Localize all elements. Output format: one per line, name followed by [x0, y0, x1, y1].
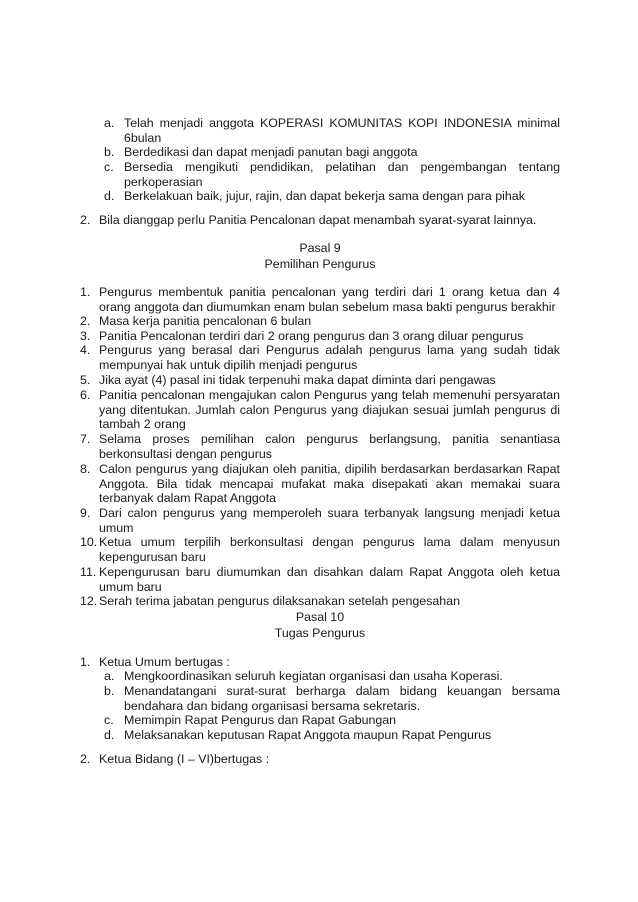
list-marker: 8. — [80, 462, 91, 476]
requirements-list — [104, 116, 560, 206]
list-text: Masa kerja panitia pencalonan 6 bulan — [99, 314, 312, 328]
list-text: Pengurus membentuk panitia pencalonan yang terdiri dari 1 orang ketua dan 4 orang anggota dan diumumkan enam bulan sebelum masa bakti pengurus berakhir — [99, 285, 560, 314]
list-marker: 11. — [80, 565, 97, 579]
list-text: Panitia pencalonan mengajukan calon Pengurus yang telah memenuhi persyaratan yang ditentukan. Jumlah calon Pengurus yang diajukan sesuai jumlah pengurus di tambah 2 orang — [99, 388, 560, 432]
list-marker: 6. — [80, 388, 91, 402]
list-marker: d. — [104, 728, 115, 742]
list-text: Bersedia mengikuti pendidikan, pelatihan dan pengembangan tentang perkoperasian — [124, 160, 560, 189]
list-marker: 3. — [80, 329, 91, 343]
list-text: Memimpin Rapat Pengurus dan Rapat Gabungan — [124, 713, 397, 727]
list-marker: d. — [104, 189, 115, 203]
list-marker: 12. — [80, 594, 98, 608]
list-marker: 7. — [80, 432, 91, 446]
list-marker: 1. — [80, 285, 91, 299]
list-text: Kepengurusan baru diumumkan dan disahkan dalam Rapat Anggota oleh ketua umum baru — [99, 565, 560, 594]
list-marker: 2. — [80, 752, 91, 766]
article-title: Pemilihan Pengurus — [264, 257, 376, 271]
list-text: Bila dianggap perlu Panitia Pencalonan dapat menambah syarat-syarat lainnya. — [99, 213, 537, 227]
list-marker: 2. — [80, 314, 91, 328]
list-marker: 2. — [80, 213, 91, 227]
list-marker: c. — [104, 160, 114, 174]
list-text: Menandatangani surat-surat berharga dalam bidang keuangan bersama bendahara dan bidang organisasi bersama sekretaris. — [124, 684, 560, 713]
list-item — [80, 213, 560, 229]
list-text: Ketua umum terpilih berkonsultasi dengan pengurus lama dalam menyusun kepengurusan baru — [99, 535, 560, 564]
list-text: Telah menjadi anggota KOPERASI KOMUNITAS KOPI INDONESIA minimal 6bulan — [124, 116, 560, 145]
list-marker: 9. — [80, 506, 91, 520]
list-text: Ketua Umum bertugas : — [99, 655, 230, 669]
list-marker: c. — [104, 713, 114, 727]
article-number: Pasal 9 — [299, 241, 341, 255]
list-marker: 10. — [80, 535, 98, 549]
list-text: Serah terima jabatan pengurus dilaksanakan setelah pengesahan — [99, 594, 460, 608]
duties-list — [104, 669, 560, 745]
list-text: Ketua Bidang (I – VI)bertugas : — [99, 752, 270, 766]
list-text: Berdedikasi dan dapat menjadi panutan bagi anggota — [124, 145, 418, 159]
list-marker: a. — [104, 669, 115, 683]
list-text: Calon pengurus yang diajukan oleh panitia, dipilih berdasarkan berdasarkan Rapat Anggota. Bila tidak mencapai mufakat maka disepakati akan memakai suara terbanyak dalam Rapat Anggota — [99, 462, 560, 506]
list-marker: a. — [104, 116, 115, 130]
list-text: Selama proses pemilihan calon pengurus berlangsung, panitia senantiasa berkonsultasi dengan pengurus — [99, 432, 560, 461]
article-number: Pasal 10 — [295, 610, 345, 624]
list-item — [80, 752, 560, 768]
article-9-list — [80, 285, 560, 608]
list-marker: b. — [104, 684, 115, 698]
list-text: Jika ayat (4) pasal ini tidak terpenuhi maka dapat diminta dari pengawas — [99, 373, 496, 387]
list-text: Panitia Pencalonan terdiri dari 2 orang pengurus dan 3 orang diluar pengurus — [99, 329, 524, 343]
list-text: Berkelakuan baik, jujur, rajin, dan dapat bekerja sama dengan para pihak — [124, 189, 525, 203]
list-marker: 1. — [80, 655, 91, 669]
list-marker: 5. — [80, 373, 91, 387]
list-text: Melaksanakan keputusan Rapat Anggota maupun Rapat Pengurus — [124, 728, 492, 742]
article-title: Tugas Pengurus — [274, 626, 366, 640]
list-marker: 4. — [80, 343, 91, 357]
list-text: Mengkoordinasikan seluruh kegiatan organisasi dan usaha Koperasi. — [124, 669, 503, 683]
list-text: Pengurus yang berasal dari Pengurus adalah pengurus lama yang sudah tidak mempunyai hak untuk dipilih menjadi pengurus — [99, 343, 560, 372]
list-text: Dari calon pengurus yang memperoleh suara terbanyak langsung menjadi ketua umum — [99, 506, 560, 535]
list-marker: b. — [104, 145, 115, 159]
